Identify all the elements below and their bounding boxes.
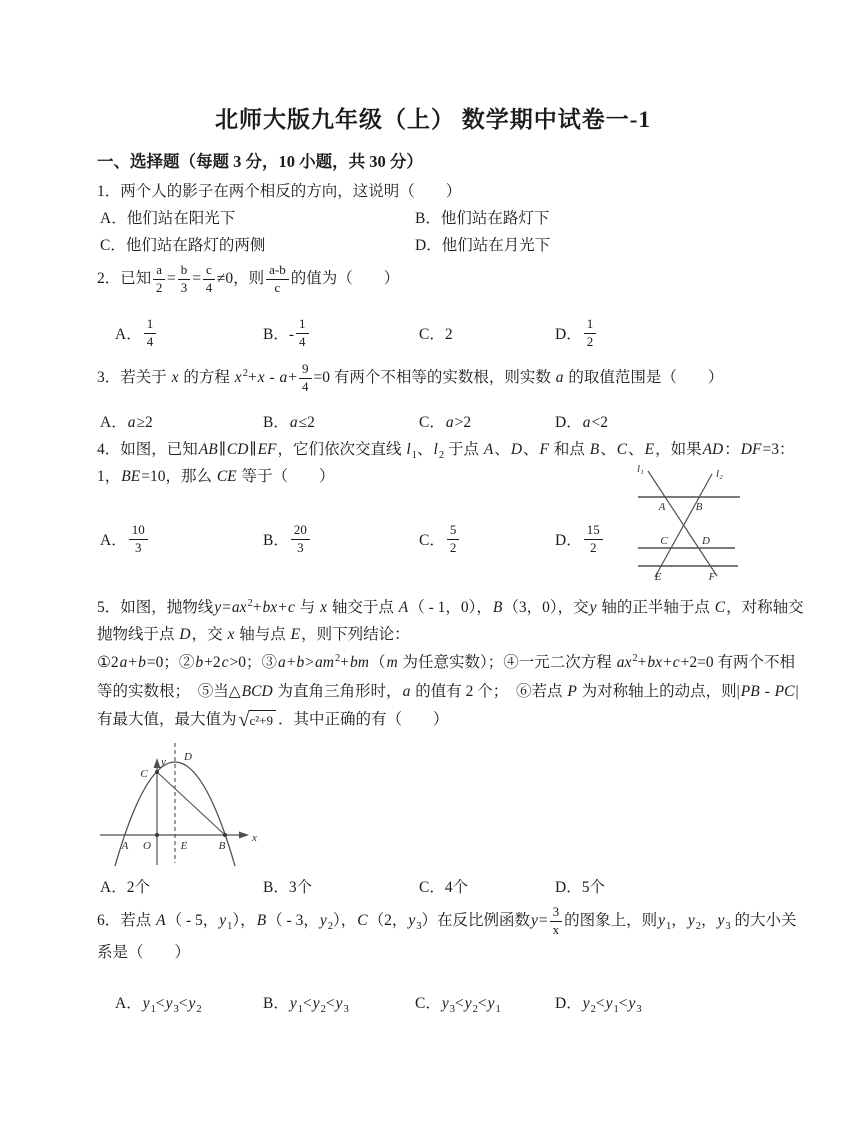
q3-option-d: D．a<2	[555, 414, 608, 431]
segment-cb	[157, 772, 225, 835]
q5-option-b: B．3个	[263, 879, 313, 896]
question-1-options-row-1	[97, 206, 809, 228]
q1-option-d: D．他们站在月光下	[415, 237, 551, 254]
section-heading: 一、选择题（每题 3 分，10 小题，共 30 分）	[97, 152, 423, 171]
question-1-stem: 1．两个人的影子在两个相反的方向，这说明（ ）	[97, 183, 462, 200]
q4-label-c: C	[660, 535, 668, 547]
q3-option-a: A．a≥2	[100, 414, 153, 431]
q4-label-b: B	[695, 501, 703, 513]
q2-option-a: A． $\frac{1}{4}$	[115, 310, 158, 356]
q5-figure	[93, 735, 268, 870]
q4-option-d: D． $\frac{15}{2}$	[555, 516, 605, 562]
q1-option-a: A．他们站在阳光下	[100, 210, 236, 227]
y-axis-arrow	[154, 758, 161, 768]
question-3-stem: 3．若关于 x 的方程 $x^2+x - a+$ $\frac{9}{4}$ =0 有两个不相等的实数根，则实数 a 的取值范围是（ ）	[97, 361, 724, 394]
question-2-stem: 2．已知 $\frac{a}{2}$ = $\frac{b}{3}$ = $\frac{c}{4}$ ≠0，则 $\frac{a-b}{c}$ 的值为（ ）	[97, 262, 400, 295]
q5-label-b: B	[218, 840, 226, 852]
q6-option-c: C．$y_3<y_2<y_1$	[415, 995, 501, 1016]
q5-label-o: O	[143, 840, 151, 852]
q4-label-f: F	[708, 571, 716, 583]
question-6-options	[97, 991, 809, 1016]
q5-label-d: D	[184, 751, 192, 763]
q5-label-y: y	[161, 756, 166, 768]
question-5-conclusions: ①2a+b=0；②b+2c>0；$③a+b>am^2+bm(m$ 为任意实数）；④一元二次方程 $ax^2+bx+c+2=0$ 有两个不相等的实数根； ⑤当△BCD 为直角三角形时，a 的值有 2 个； ⑥若点 P 为对称轴上的动点，则|PB - PC|有最大值，最大值为 √ c²+9 ．其中正确的有（ ）	[97, 652, 799, 732]
point-b-dot	[223, 833, 227, 837]
question-3-options	[97, 410, 809, 432]
q3-option-b: B．a≤2	[263, 414, 315, 431]
q1-option-c: C．他们站在路灯的两侧	[100, 237, 266, 254]
question-5-options	[97, 875, 809, 897]
q6-option-d: D．$y_2<y_1<y_3$	[555, 995, 642, 1016]
q4-option-b: B． $\frac{20}{3}$	[263, 516, 312, 562]
q5-option-a: A．2个	[100, 879, 150, 896]
q2-option-d: D． $\frac{1}{2}$	[555, 310, 598, 356]
question-2-options	[97, 310, 809, 356]
point-c-dot	[155, 770, 159, 774]
q5-label-c: C	[140, 768, 148, 780]
q4-label-l2: l₂	[716, 468, 723, 480]
q4-label-d: D	[702, 535, 710, 547]
question-6-stem: 6．若点 A（ - 5，$y_1$），B（ - 3，$y_2$），C（2，$y_3$）在反比例函数y= $\frac{3}{x}$ 的图象上，则$y_1$，$y_2$，$y_3$ 的大小关系是（ ）	[97, 904, 797, 961]
q5-option-c: C．4个	[419, 879, 469, 896]
q5-label-e: E	[180, 840, 188, 852]
q2-option-c: C．2	[419, 326, 453, 343]
q6-option-a: A．$y_1<y_3<y_2$	[115, 995, 202, 1016]
q3-option-c: C．a>2	[419, 414, 472, 431]
question-4-options	[97, 516, 809, 562]
q6-option-b: B．$y_1<y_2<y_3$	[263, 995, 349, 1016]
q1-option-b: B．他们站在路灯下	[415, 210, 550, 227]
question-5-stem: 5．如图，抛物线$y=ax^2+bx+c$ 与 x 轴交于点 A（ - 1，0），B（3，0），交y 轴的正半轴于点 C，对称轴交抛物线于点 D，交 x 轴与点 E，则下列结论：	[97, 597, 804, 643]
q2-option-b: B．- $\frac{1}{4}$	[263, 310, 311, 356]
q5-option-d: D．5个	[555, 879, 605, 896]
q4-label-l1: l₁	[637, 463, 644, 475]
q4-option-c: C． $\frac{5}{2}$	[419, 516, 461, 562]
q4-label-a: A	[658, 501, 666, 513]
question-1-options-row-2	[97, 233, 809, 255]
page-title: 北师大版九年级（上） 数学期中试卷一-1	[215, 107, 651, 132]
question-4-stem: 4．如图，已知AB∥CD∥EF，它们依次交直线 $l_1$、$l_2$ 于点 A、D、F 和点 B、C、E，如果AD：DF=3：1，BE=10，那么 CE 等于（ ）	[97, 441, 795, 485]
q5-label-x: x	[252, 832, 257, 844]
point-o-dot	[155, 833, 159, 837]
q5-label-a: A	[121, 840, 129, 852]
q4-label-e: E	[654, 571, 662, 583]
x-axis-arrow	[239, 832, 249, 839]
q4-option-a: A． $\frac{10}{3}$	[100, 516, 150, 562]
